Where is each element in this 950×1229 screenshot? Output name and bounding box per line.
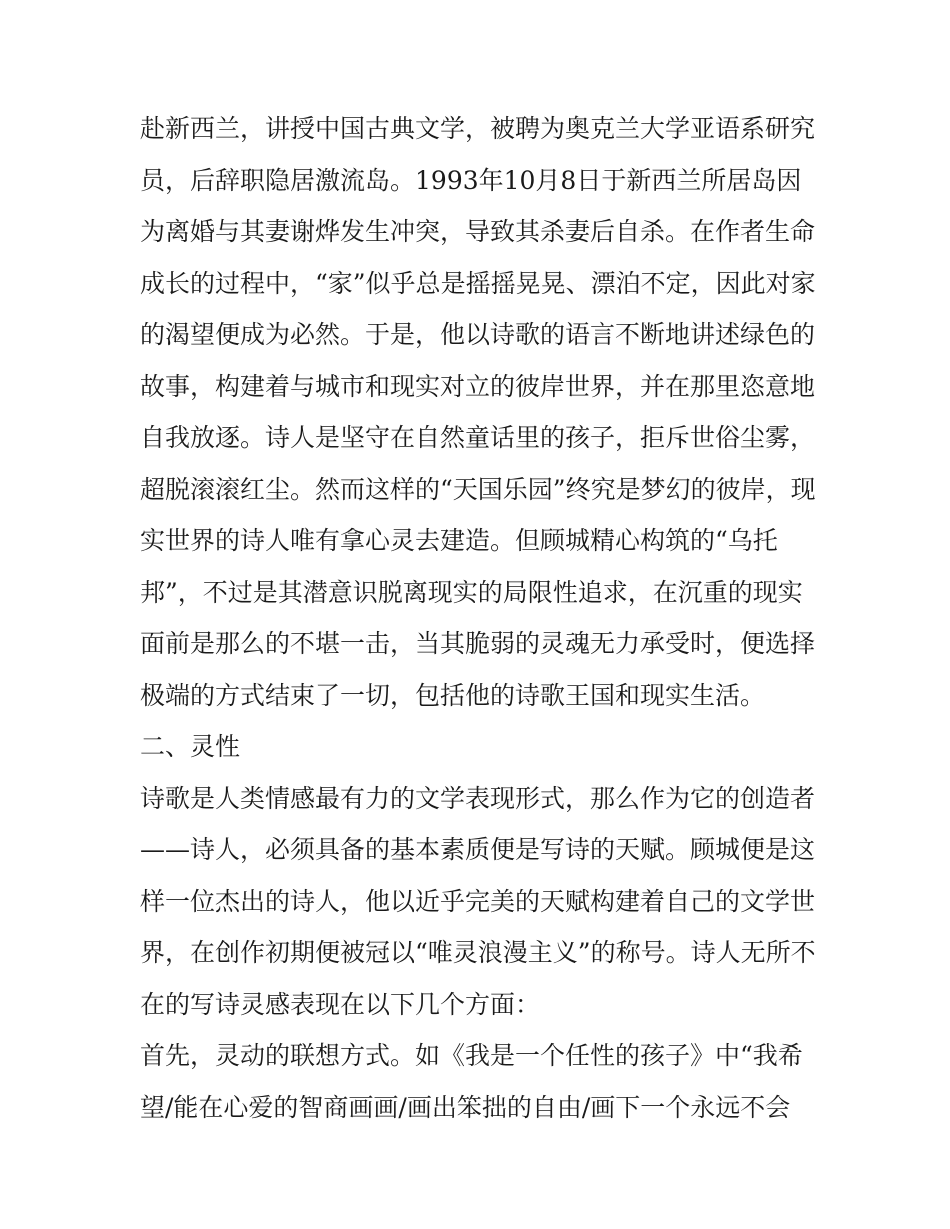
text-line: 界，在创作初期便被冠以“唯灵浪漫主义”的称号。诗人无所不 <box>140 938 816 967</box>
text-line: 望/能在心爱的智商画画/画出笨拙的自由/画下一个永远不会 <box>140 1092 791 1122</box>
text-line: 的渴望便成为必然。于是，他以诗歌的语言不断地讲述绿色的 <box>140 320 816 349</box>
text-line: 在的写诗灵感表现在以下几个方面： <box>140 989 541 1019</box>
text-line: 员，后辞职隐居激流岛。1993年10月8日于新西兰所居岛因 <box>140 165 802 195</box>
text-line: 成长的过程中，“家”似乎总是摇摇晃晃、漂泊不定，因此对家 <box>140 268 816 298</box>
text-line: 故事，构建着与城市和现实对立的彼岸世界，并在那里恣意地 <box>140 371 816 401</box>
text-line: 自我放逐。诗人是坚守在自然童话里的孩子，拒斥世俗尘雾， <box>140 423 816 452</box>
text-line: 实世界的诗人唯有拿心灵去建造。但顾城精心构筑的“乌托 <box>140 526 778 555</box>
text-line: 面前是那么的不堪一击，当其脆弱的灵魂无力承受时，便选择 <box>140 629 816 658</box>
text-line: 超脱滚滚红尘。然而这样的“天国乐园”终究是梦幻的彼岸，现 <box>140 474 816 504</box>
text-line: 首先，灵动的联想方式。如《我是一个任性的孩子》中“我希 <box>140 1041 803 1070</box>
text-line: 极端的方式结束了一切，包括他的诗歌王国和现实生活。 <box>140 680 766 710</box>
text-line: ——诗人，必须具备的基本素质便是写诗的天赋。顾城便是这 <box>140 835 816 864</box>
text-line: 样一位杰出的诗人，他以近乎完美的天赋构建着自己的文学世 <box>140 886 816 916</box>
section-heading: 二、灵性 <box>140 732 241 761</box>
text-line: 赴新西兰，讲授中国古典文学，被聘为奥克兰大学亚语系研究 <box>140 114 816 143</box>
text-line: 诗歌是人类情感最有力的文学表现形式，那么作为它的创造者 <box>140 783 816 813</box>
text-line: 为离婚与其妻谢烨发生冲突，导致其杀妻后自杀。在作者生命 <box>140 217 816 246</box>
body-text <box>140 103 820 1133</box>
text-line: 邦”，不过是其潜意识脱离现实的局限性追求，在沉重的现实 <box>140 577 803 607</box>
